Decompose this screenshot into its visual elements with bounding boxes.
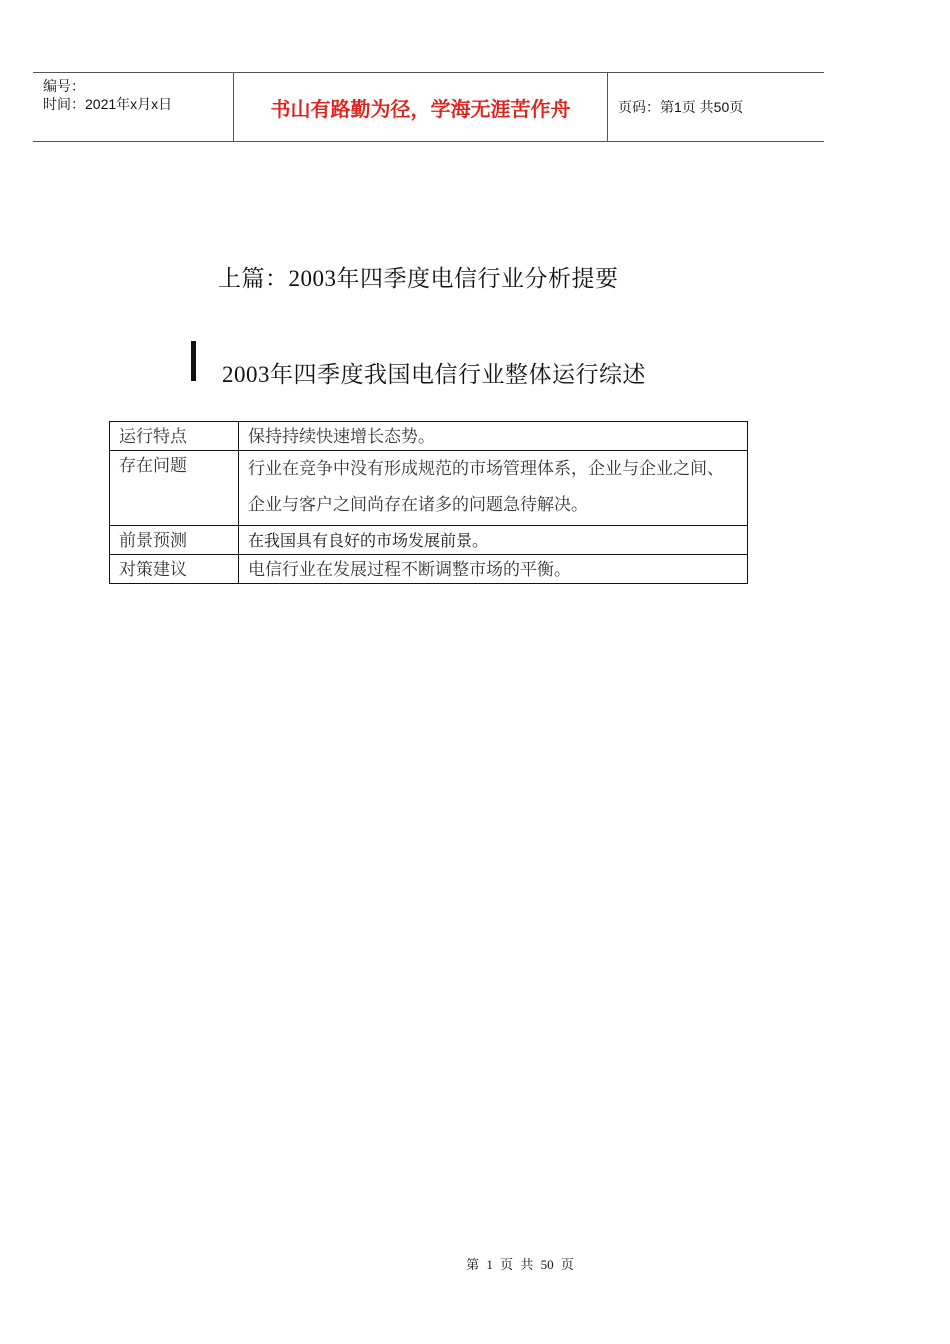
row-label: 运行特点 [110,422,239,451]
row-content: 行业在竞争中没有形成规范的市场管理体系，企业与企业之间、企业与客户之间尚存在诸多的问题急待解决。 [239,451,748,526]
row-label: 存在问题 [110,451,239,526]
header-meta [33,73,234,141]
document-number-label: 编号： [43,78,85,94]
page-footer: 第 1 页 共 50 页 [466,1257,574,1272]
header-motto: 书山有路勤为径，学海无涯苦作舟 [234,73,608,141]
row-content: 电信行业在发展过程不断调整市场的平衡。 [239,555,748,584]
table-row [110,526,748,555]
table-row [110,422,748,451]
row-content: 在我国具有良好的市场发展前景。 [239,526,748,555]
row-content: 保持持续快速增长态势。 [239,422,748,451]
row-label: 对策建议 [110,555,239,584]
section-marker-bar [191,341,196,381]
table-row [110,451,748,526]
row-label: 前景预测 [110,526,239,555]
summary-table [109,421,748,584]
document-title: 上篇：2003年四季度电信行业分析提要 [218,266,619,291]
section-title: 2003年四季度我国电信行业整体运行综述 [222,362,646,387]
table-row [110,555,748,584]
header-page-info: 页码：第1页 共50页 [618,99,744,115]
document-time-label: 时间：2021年x月x日 [43,96,173,112]
page-header [33,72,824,142]
